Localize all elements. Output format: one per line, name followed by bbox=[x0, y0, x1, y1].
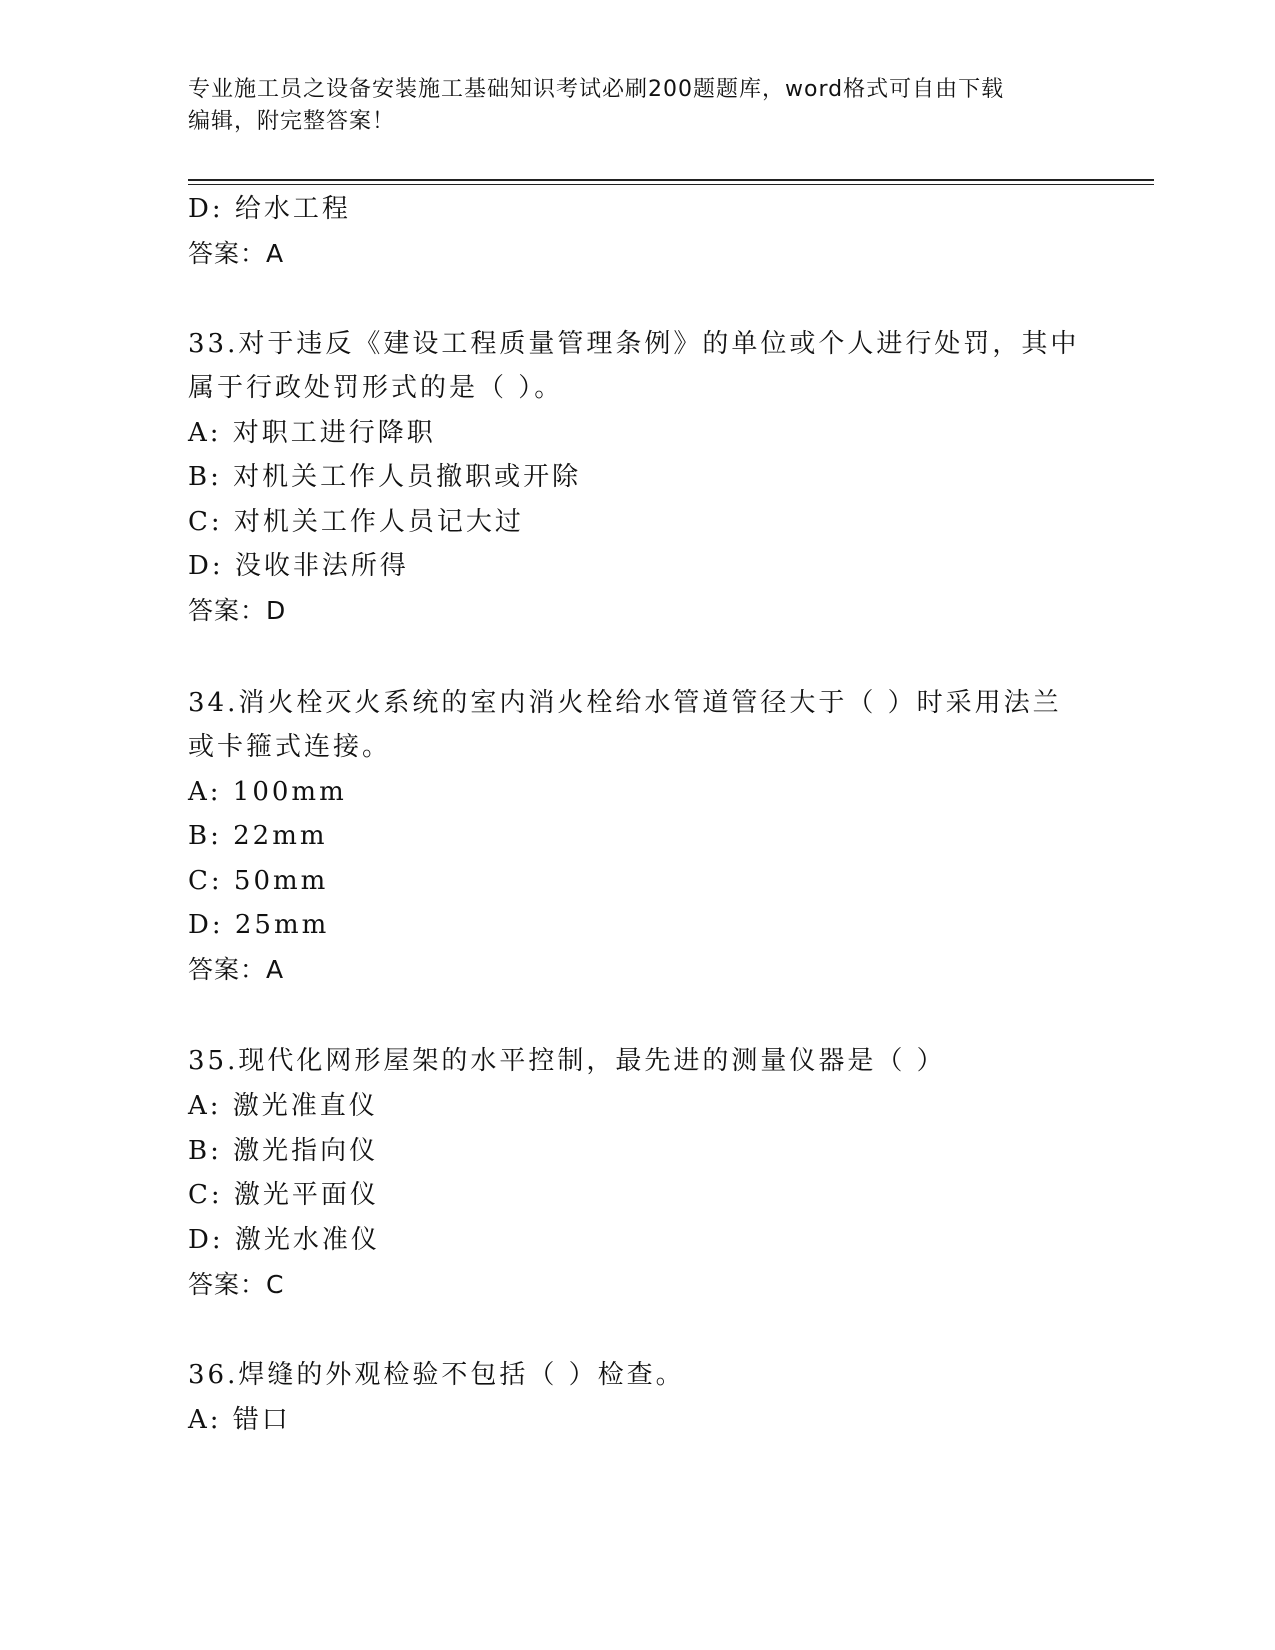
q34-stem-line-1: 34.消火栓灭火系统的室内消火栓给水管道管径大于（ ）时采用法兰 bbox=[188, 688, 1062, 718]
document-header bbox=[188, 74, 1088, 138]
prev-answer: 答案：A bbox=[188, 239, 285, 268]
q33-stem-line-1: 33.对于违反《建设工程质量管理条例》的单位或个人进行处罚，其中 bbox=[188, 329, 1080, 359]
prev-option-d: D: 给水工程 bbox=[188, 194, 351, 224]
q35-option-c: C: 激光平面仪 bbox=[188, 1180, 379, 1210]
q33-stem-line-2: 属于行政处罚形式的是（ ）。 bbox=[188, 373, 564, 403]
q35-option-a: A: 激光准直仪 bbox=[188, 1091, 378, 1121]
header-divider-thin bbox=[188, 184, 1154, 185]
q36-option-a: A: 错口 bbox=[188, 1405, 291, 1435]
header-divider-thick bbox=[188, 179, 1154, 181]
header-line-2: 编辑，附完整答案！ bbox=[188, 109, 396, 134]
q35-stem-line-1: 35.现代化网形屋架的水平控制，最先进的测量仪器是（ ） bbox=[188, 1046, 946, 1076]
q33-option-c: C: 对机关工作人员记大过 bbox=[188, 507, 524, 537]
q35-answer: 答案：C bbox=[188, 1270, 285, 1299]
q33-answer: 答案：D bbox=[188, 596, 287, 625]
q33-option-a: A: 对职工进行降职 bbox=[188, 418, 436, 448]
q36-stem-line-1: 36.焊缝的外观检验不包括（ ）检查。 bbox=[188, 1360, 685, 1390]
q35-option-d: D: 激光水准仪 bbox=[188, 1225, 380, 1255]
header-line-1: 专业施工员之设备安装施工基础知识考试必刷200题题库，word格式可自由下载 bbox=[188, 77, 1005, 102]
q34-answer: 答案：A bbox=[188, 955, 285, 984]
q34-stem-line-2: 或卡箍式连接。 bbox=[188, 732, 392, 762]
q34-option-a: A: 100mm bbox=[188, 777, 347, 807]
q35-option-b: B: 激光指向仪 bbox=[188, 1136, 379, 1166]
q33-option-d: D: 没收非法所得 bbox=[188, 551, 409, 581]
q34-option-d: D: 25mm bbox=[188, 910, 330, 940]
q33-option-b: B: 对机关工作人员撤职或开除 bbox=[188, 462, 582, 492]
q34-option-c: C: 50mm bbox=[188, 866, 329, 896]
q34-option-b: B: 22mm bbox=[188, 821, 328, 851]
